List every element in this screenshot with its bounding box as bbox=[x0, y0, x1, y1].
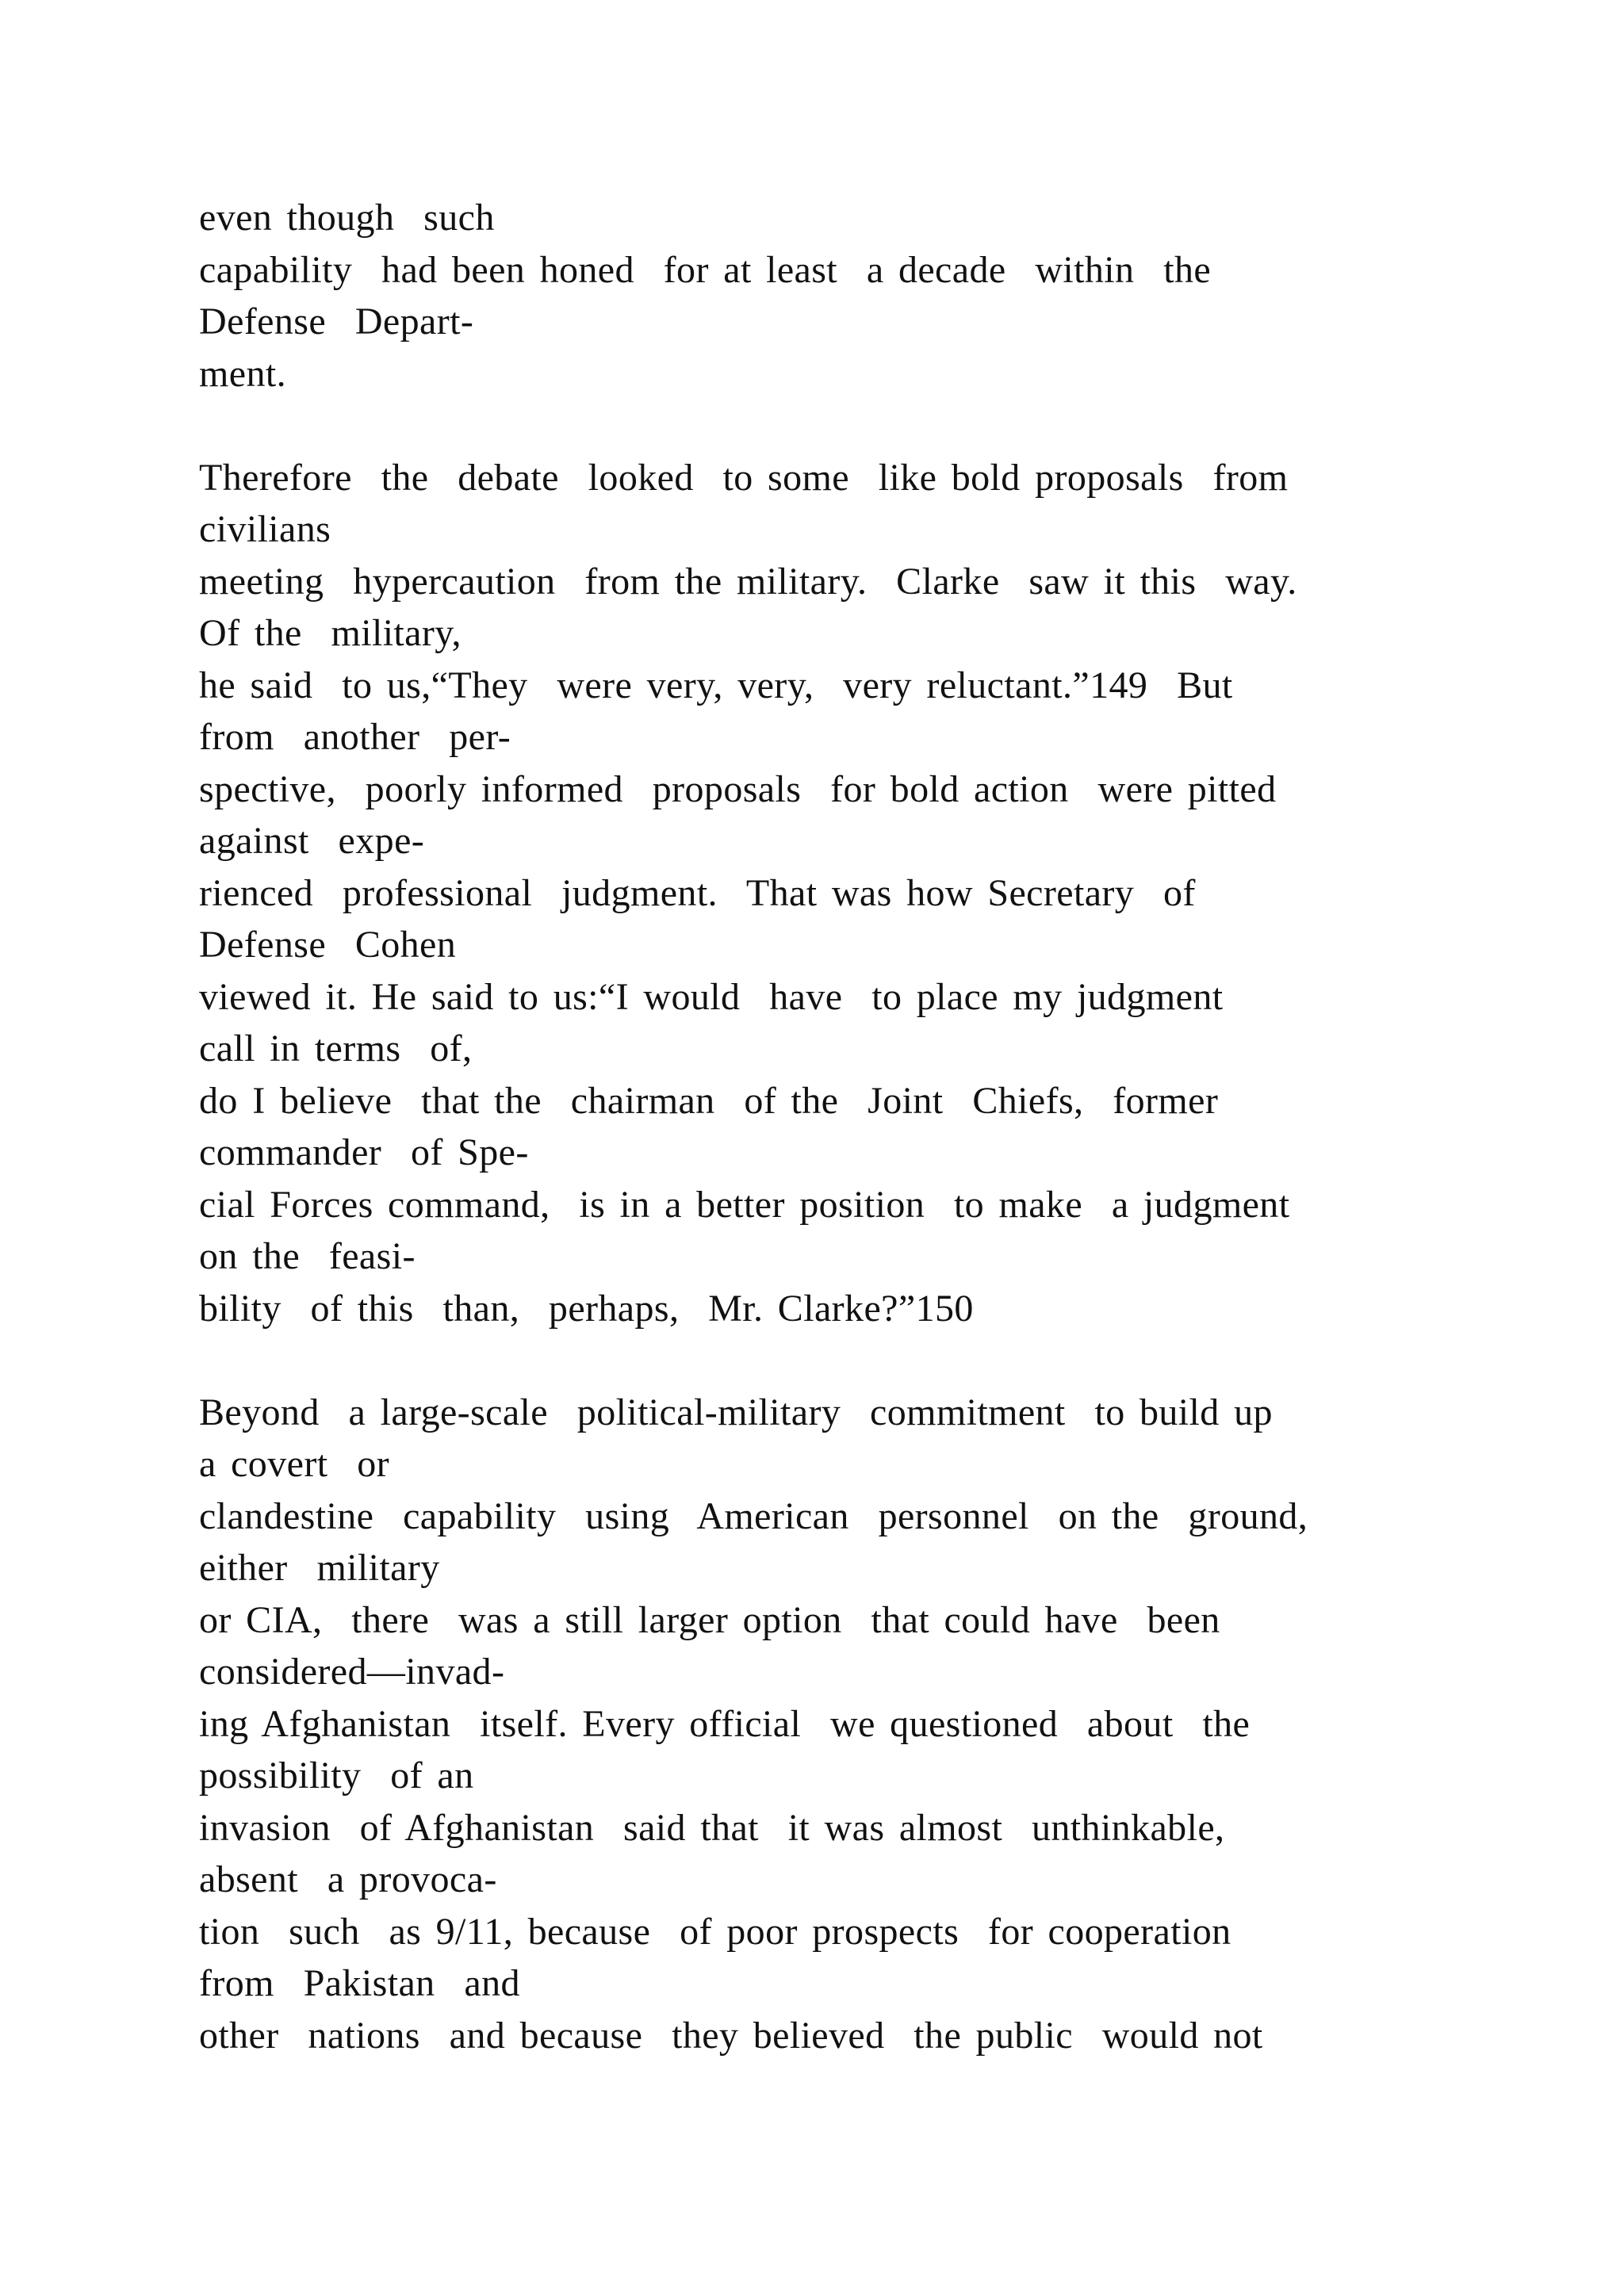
text-line: do I believe that the chairman of the Joint Chiefs, former bbox=[199, 1079, 1219, 1122]
text-line: viewed it. He said to us:“I would have to place my judgment bbox=[199, 975, 1224, 1018]
text-line: from Pakistan and bbox=[199, 1962, 520, 2004]
text-line: call in terms of, bbox=[199, 1027, 473, 1070]
text-line: against expe- bbox=[199, 820, 425, 862]
text-line: cial Forces command, is in a better position to make a judgment bbox=[199, 1183, 1290, 1226]
text-line: absent a provoca- bbox=[199, 1858, 497, 1900]
text-line: on the feasi- bbox=[199, 1235, 416, 1277]
text-line: considered—invad- bbox=[199, 1651, 505, 1693]
text-line: other nations and because they believed the public would not bbox=[199, 2014, 1263, 2057]
text-line: even though such bbox=[199, 197, 495, 239]
text-line: he said to us,“They were very, very, very reluctant.”149 But bbox=[199, 664, 1233, 706]
text-line: Defense Cohen bbox=[199, 924, 457, 966]
text-line: from another per- bbox=[199, 716, 511, 758]
text-line: capability had been honed for at least a decade within the bbox=[199, 248, 1212, 291]
text-line: Therefore the debate looked to some like bold proposals from bbox=[199, 456, 1289, 499]
text-line: tion such as 9/11, because of poor prospects for cooperation bbox=[199, 1910, 1231, 1953]
text-line: either military bbox=[199, 1547, 440, 1589]
paragraph-gap bbox=[199, 1334, 1468, 1387]
text-line: spective, poorly informed proposals for bold action were pitted bbox=[199, 767, 1277, 810]
text-line: possibility of an bbox=[199, 1755, 474, 1797]
paragraph-gap bbox=[199, 400, 1468, 452]
text-line: a covert or bbox=[199, 1443, 390, 1485]
text-line: ing Afghanistan itself. Every official we questioned about the bbox=[199, 1702, 1251, 1745]
text-line: Defense Depart- bbox=[199, 300, 474, 342]
text-line: rienced professional judgment. That was how Secretary of bbox=[199, 871, 1196, 914]
document-body bbox=[199, 192, 1468, 2061]
text-line: meeting hypercaution from the military. Clarke saw it this way. bbox=[199, 560, 1297, 603]
text-line: Of the military, bbox=[199, 612, 462, 654]
text-line: clandestine capability using American personnel on the ground, bbox=[199, 1494, 1308, 1537]
text-line: ment. bbox=[199, 352, 286, 395]
text-line: Beyond a large-scale political-military commitment to build up bbox=[199, 1391, 1273, 1433]
text-line: invasion of Afghanistan said that it was almost unthinkable, bbox=[199, 1806, 1225, 1849]
text-line: bility of this than, perhaps, Mr. Clarke?”150 bbox=[199, 1287, 974, 1330]
text-line: or CIA, there was a still larger option that could have been bbox=[199, 1598, 1220, 1641]
text-line: civilians bbox=[199, 508, 331, 550]
text-line: commander of Spe- bbox=[199, 1131, 529, 1173]
